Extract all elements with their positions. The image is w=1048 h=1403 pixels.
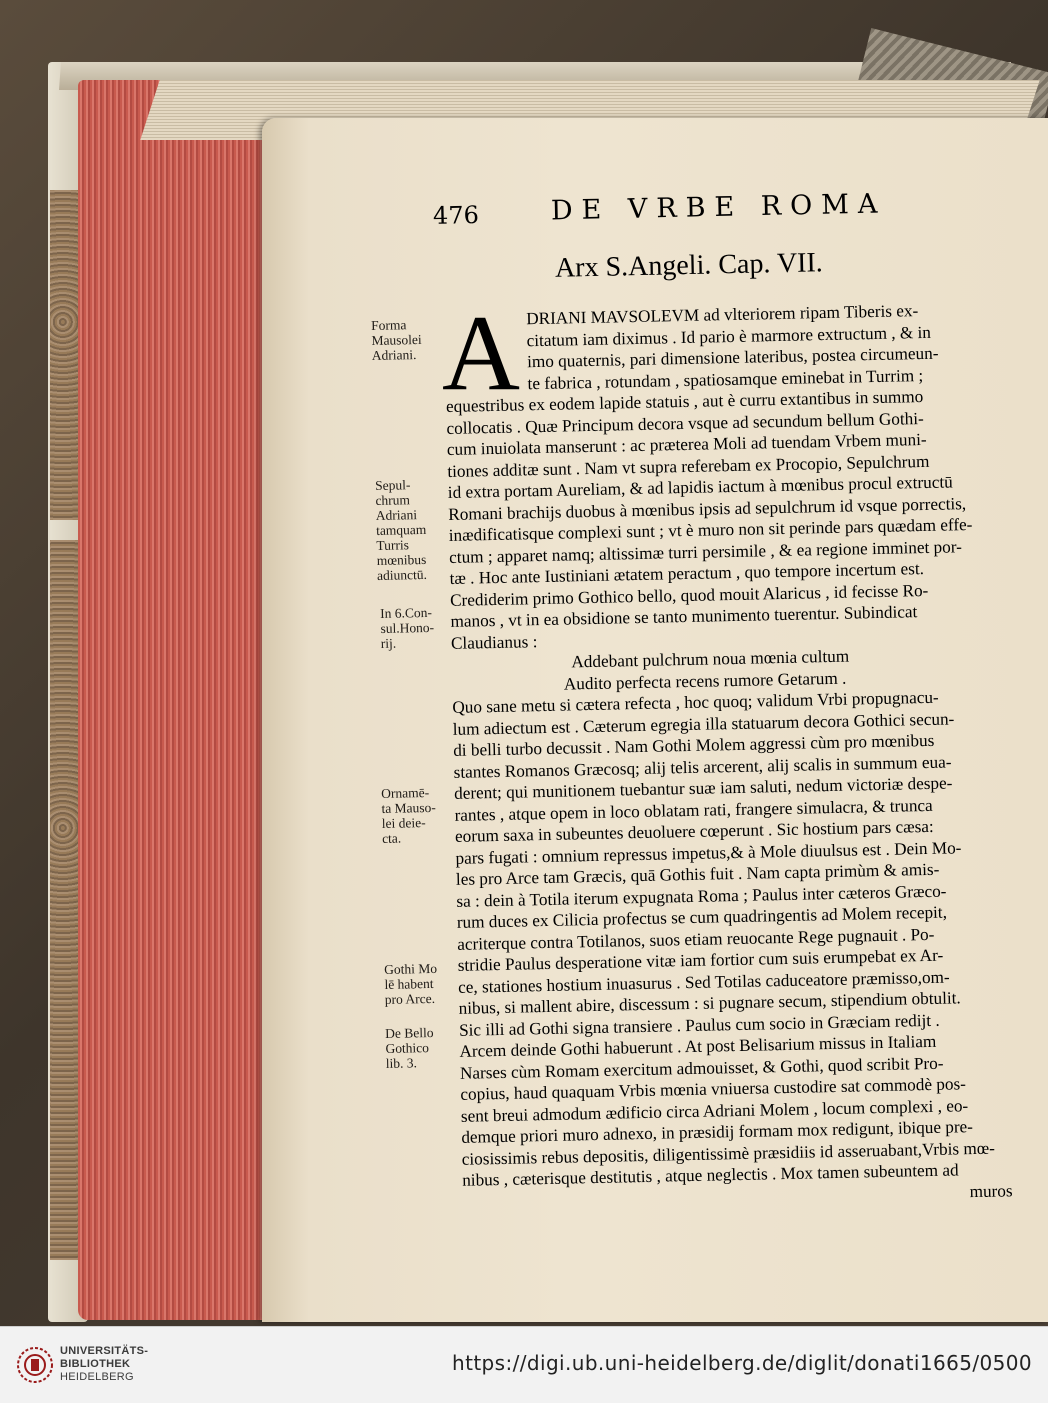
source-url[interactable]: https://digi.ub.uni-heidelberg.de/diglit/donati1665/0500: [452, 1351, 1032, 1375]
text-line: Arcem deinde Gothi habuerunt . At post Belisarium missus in Italiam: [459, 1031, 937, 1061]
margin-note-consul: [380, 605, 435, 651]
text-line: Sic illi ad Gothi signa transiere . Paulus cum socio in Græciam redijt .: [458, 1010, 940, 1040]
margin-note-bello: [385, 1025, 434, 1071]
text-line: copius, haud quaquam Vrbis mœnia vniuersa custodire sat commodè pos-: [460, 1074, 967, 1104]
library-line-1: UNIVERSITÄTS-: [60, 1345, 149, 1357]
university-seal-icon: [16, 1346, 54, 1384]
text-line: Quo sane metu si cætera refecta , hoc quoq; validum Vrbi propugnacu-: [452, 687, 939, 717]
text-line: te fabrica , rotundam , spatiosamque eminebat in Turrim ;: [527, 365, 924, 393]
text-line: tæ . Hoc ante Iustiniani ætatem peractum , quo tempore incertum est.: [449, 559, 925, 588]
running-title: DE VRBE ROMA: [550, 188, 887, 227]
text-line: lum adiectum est . Cæterum egregia illa statuarum decora Gothici secun-: [452, 708, 955, 739]
margin-note-line: Mausolei: [371, 331, 422, 348]
text-line: citatum iam diximus . Id pario è marmore extructum , & in: [526, 322, 932, 350]
margin-note-line: Sepul-: [375, 477, 411, 493]
margin-note-line: ta Mauso-: [381, 799, 436, 816]
text-line: ctum ; apparet namq; altissimæ turri persimile , & ea regione imminet por-: [448, 536, 963, 567]
text-line: les pro Arce tam Græcis, quā Gothis fuit . Nam capta primùm & amis-: [455, 859, 940, 889]
text-line: stridie Paulus desperatione vitæ iam fortior cum suis erumpebat ex Ar-: [457, 945, 944, 975]
text-line: Crediderim primo Gothico bello, quod mouit Alaricus , id fecisse Ro-: [449, 580, 929, 610]
margin-note-line: Gothi Mo: [384, 960, 438, 977]
margin-note-line: Gothico: [385, 1040, 430, 1056]
library-name[interactable]: [60, 1345, 148, 1384]
text-line: acriterque contra Totilanos, suos etiam reuocante Rege pugnauit . Po-: [457, 924, 935, 954]
margin-note-line: lib. 3.: [385, 1055, 418, 1071]
margin-note-line: In 6.Con-: [380, 604, 433, 621]
text-line: Claudianus :: [450, 631, 538, 653]
margin-note-line: Forma: [371, 317, 407, 333]
text-line: derent; qui munitionem tuebantur suæ iam saluti, nedum victoriæ despe-: [453, 773, 953, 803]
text-line: eorum saxa in subeuntes deuoluere cœperunt . Sic hostium pars cæsa:: [454, 816, 934, 846]
library-line-3: HEIDELBERG: [60, 1371, 134, 1383]
margin-note-line: chrum: [375, 492, 411, 508]
text-line: id extra portam Aureliam, & ad lapidis iactum à mœnibus procul extructū: [447, 472, 953, 502]
text-line: muros: [969, 1180, 1013, 1201]
red-page-edges: [78, 80, 278, 1320]
margin-note-line: sul.Hono-: [380, 619, 435, 636]
text-line: sent breui admodum ædificio circa Adriani Molem , locum complexi , eo-: [460, 1095, 969, 1126]
text-line: DRIANI MAVSOLEVM ad vlteriorem ripam Tiberis ex-: [526, 301, 919, 329]
text-line: sa : dein à Totila iterum expugnata Roma ; Paulus inter cæteros Græco-: [456, 881, 947, 911]
margin-note-line: Turris: [376, 537, 410, 553]
text-line: cum inuiolata manserunt : ac præterea Moli ad tuendam Vrbem muni-: [446, 429, 927, 459]
text-line: collocatis . Quæ Principum decora vsque ad secundum bellum Gothi-: [446, 408, 924, 438]
text-line: pars fugati : omnium repressus impetus,& à Mole diuulsus est . Dein Mo-: [455, 837, 962, 868]
drop-cap: A: [442, 294, 520, 413]
text-line: stantes Romanos Græcosq; alij telis arcerent, alij scalis in summum eua-: [453, 751, 952, 782]
text-line: demque priori muro adnexo, in præsidij formam mox redigunt, ibique pre-: [461, 1117, 974, 1147]
text-line: Addebant pulchrum noua mœnia cultum: [571, 646, 850, 672]
margin-note-line: adiunctū.: [376, 566, 428, 583]
margin-note-sepulchrum: [375, 477, 427, 583]
margin-note-line: pro Arce.: [384, 990, 436, 1007]
text-line: Audito perfecta recens rumore Getarum .: [563, 668, 847, 694]
text-line: nibus , cæterisque destitutis , atque neglectis . Mox tamen subeuntem ad: [462, 1160, 959, 1190]
body-text: [442, 294, 1043, 1213]
text-line: tiones additæ sunt . Nam vt supra referebam ex Procopio, Sepulchrum: [447, 451, 930, 481]
margin-note-line: cta.: [381, 830, 402, 846]
text-line: di belli turbo decussit . Nam Gothi Molem aggressi cùm pro mœnibus: [453, 730, 935, 760]
chapter-title: Arx S.Angeli. Cap. VII.: [554, 247, 824, 284]
text-line: inædificatisque complexi sunt ; vt è muro non sit perinde pars quædam effe-: [448, 514, 973, 545]
text-line: rum duces ex Cilicia profectus se cum quadringentis ad Molem recepit,: [456, 902, 948, 932]
text-line: ciosissimis rebus depositis, diligentissimè præsidiis id asseruabant,Vrbis mœ-: [461, 1138, 996, 1169]
margin-note-line: tamquam: [375, 521, 427, 538]
footer-bar: [0, 1326, 1048, 1403]
margin-note-gothi: [384, 961, 438, 1007]
margin-note-line: Ornamē-: [381, 784, 430, 801]
page-number: 476: [432, 200, 480, 230]
text-line: Romani brachijs duobus à mœnibus ipsis ad sepulchrum id vsque porrectis,: [448, 493, 967, 524]
text-line: ce, stationes hostium inuasurus . Sed Totilas caduceatore præmisso,om-: [457, 967, 950, 997]
library-line-2: BIBLIOTHEK: [60, 1358, 131, 1370]
margin-note-line: mœnibus: [376, 551, 427, 568]
text-line: Narses cùm Romam exercitum admouisset, & Gothi, quod scribit Pro-: [459, 1053, 944, 1083]
margin-note-ornamenta: [381, 785, 437, 846]
text-line: nibus, si mallent abire, discessum : si pugnare secum, stipendium obtulit.: [458, 988, 961, 1018]
margin-note-line: lē habent: [384, 975, 434, 992]
text-line: manos , vt in ea obsidione se tanto munimento tuerentur. Subindicat: [450, 602, 918, 631]
margin-note-forma: [371, 317, 422, 363]
margin-note-line: lei deie-: [381, 815, 426, 831]
margin-note-line: Adriani: [375, 507, 418, 523]
text-line: equestribus ex eodem lapide statuis , aut è curru extantibus in summo: [445, 386, 924, 416]
margin-note-line: Adriani.: [371, 347, 417, 363]
text-line: imo quaternis, pari dimensione lateribus, postea circumeun-: [526, 343, 939, 372]
margin-note-line: rij.: [380, 635, 397, 651]
margin-note-line: De Bello: [385, 1024, 434, 1041]
text-line: rantes , atque opem in loco oblatam rati, frangere simulacra, & trunca: [454, 795, 933, 825]
